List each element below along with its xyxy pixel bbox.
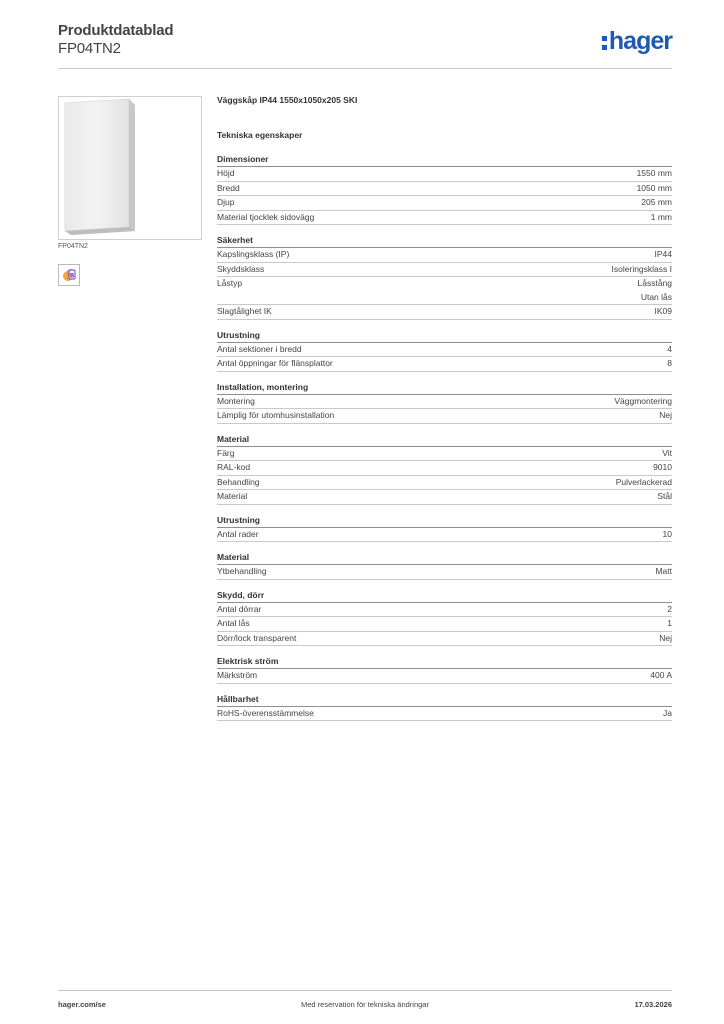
section-title: Hållbarhet — [217, 694, 672, 707]
spec-row — [217, 490, 672, 505]
spec-value: Isoleringsklass I — [611, 263, 672, 274]
spec-row — [217, 632, 672, 647]
spec-row — [217, 565, 672, 580]
spec-section — [217, 656, 672, 684]
spec-sections — [217, 154, 672, 721]
spec-row — [217, 669, 672, 684]
section-title: Installation, montering — [217, 382, 672, 395]
product-caption: FP04TN2 — [58, 243, 88, 250]
section-title: Dimensioner — [217, 154, 672, 167]
document-title: Produktdatablad — [58, 22, 174, 39]
spec-row — [217, 277, 672, 305]
spec-row — [217, 409, 672, 424]
section-title: Material — [217, 552, 672, 565]
tech-heading: Tekniska egenskaper — [217, 130, 303, 140]
section-title: Utrustning — [217, 330, 672, 343]
section-title: Elektrisk ström — [217, 656, 672, 669]
spec-row — [217, 305, 672, 320]
spec-row — [217, 357, 672, 372]
spec-label: RoHS-överensstämmelse — [217, 707, 314, 718]
logo-text: hager — [608, 26, 672, 55]
spec-value: Matt — [655, 566, 672, 576]
spec-row — [217, 476, 672, 491]
spec-row — [217, 395, 672, 410]
spec-value: Nej — [659, 632, 672, 643]
spec-value: Väggmontering — [614, 395, 672, 406]
spec-label: Höjd — [217, 168, 235, 178]
spec-label: Dörr/lock transparent — [217, 632, 297, 643]
spec-row — [217, 707, 672, 722]
spec-row — [217, 461, 672, 476]
section-title: Säkerhet — [217, 235, 672, 248]
spec-table — [217, 95, 672, 721]
spec-row — [217, 248, 672, 263]
hager-logo — [602, 26, 672, 56]
svg-text:B: B — [69, 272, 75, 280]
spec-value: Låsstång Utan lås — [637, 278, 672, 302]
spec-row — [217, 211, 672, 226]
spec-value: 2 — [667, 603, 672, 614]
spec-section — [217, 235, 672, 320]
spec-value: 400 A — [650, 670, 672, 680]
spec-label: Märkström — [217, 670, 258, 680]
spec-label: Lämplig för utomhusinstallation — [217, 410, 335, 420]
spec-row — [217, 343, 672, 358]
spec-row — [217, 196, 672, 211]
page-header — [58, 22, 672, 69]
footer-notice: Med reservation för tekniska ändringar — [301, 1000, 429, 1009]
spec-label: Antal rader — [217, 528, 259, 539]
spec-label: Montering — [217, 395, 255, 406]
section-title: Utrustning — [217, 515, 672, 528]
spec-label: Slagtålighet IK — [217, 306, 272, 316]
spec-value: 9010 — [653, 462, 672, 472]
spec-label: Material — [217, 491, 248, 501]
product-code: FP04TN2 — [58, 40, 121, 57]
logo-dots-icon — [602, 36, 607, 50]
spec-label: Material tjocklek sidovägg — [217, 211, 315, 222]
cabinet-image — [59, 97, 201, 239]
spec-section — [217, 552, 672, 580]
section-title: Material — [217, 434, 672, 447]
product-name: Väggskåp IP44 1550x1050x205 SKI — [217, 95, 358, 105]
spec-row — [217, 528, 672, 543]
spec-section — [217, 590, 672, 647]
spec-value: 1550 mm — [636, 168, 672, 178]
product-image — [58, 96, 202, 240]
spec-label: Antal öppningar för flänsplattor — [217, 358, 333, 368]
spec-value: 8 — [667, 358, 672, 368]
spec-value: 4 — [667, 343, 672, 354]
footer-date: 17.03.2026 — [634, 1000, 672, 1009]
spec-label: Skyddsklass — [217, 263, 265, 274]
spec-section — [217, 694, 672, 722]
spec-row — [217, 617, 672, 632]
spec-section — [217, 382, 672, 424]
spec-label: Kapslingsklass (IP) — [217, 249, 290, 259]
spec-label: Antal lås — [217, 618, 250, 628]
spec-row — [217, 447, 672, 462]
spec-label: Antal sektioner i bredd — [217, 343, 302, 354]
spec-label: Låstyp — [217, 278, 243, 288]
spec-label: Bredd — [217, 182, 240, 193]
spec-label: Behandling — [217, 476, 260, 487]
spec-label: Färg — [217, 447, 235, 458]
footer-website: hager.com/se — [58, 1000, 106, 1009]
spec-row — [217, 603, 672, 618]
spec-value: 1050 mm — [636, 182, 672, 193]
spec-row — [217, 263, 672, 278]
spec-row — [217, 182, 672, 197]
spec-value: Nej — [659, 410, 672, 420]
spec-label: Ytbehandling — [217, 566, 267, 576]
spec-section — [217, 330, 672, 372]
label-icon — [58, 264, 80, 286]
spec-section — [217, 434, 672, 505]
spec-label: Antal dörrar — [217, 603, 262, 614]
spec-value: 10 — [662, 528, 672, 539]
spec-label: Djup — [217, 197, 235, 207]
spec-section — [217, 515, 672, 543]
section-title: Skydd, dörr — [217, 590, 672, 603]
spec-row — [217, 167, 672, 182]
spec-section — [217, 154, 672, 225]
page-footer — [58, 990, 672, 1015]
spec-value: Stål — [657, 491, 672, 501]
spec-value: 205 mm — [641, 197, 672, 207]
spec-value: Vit — [662, 447, 672, 458]
spec-value: IK09 — [654, 306, 672, 316]
spec-value: 1 mm — [650, 211, 672, 222]
spec-label: RAL-kod — [217, 462, 251, 472]
spec-value: 1 — [667, 618, 672, 628]
spec-value: Pulverlackerad — [615, 476, 672, 487]
spec-value: Ja — [663, 707, 672, 718]
spec-value: IP44 — [654, 249, 672, 259]
